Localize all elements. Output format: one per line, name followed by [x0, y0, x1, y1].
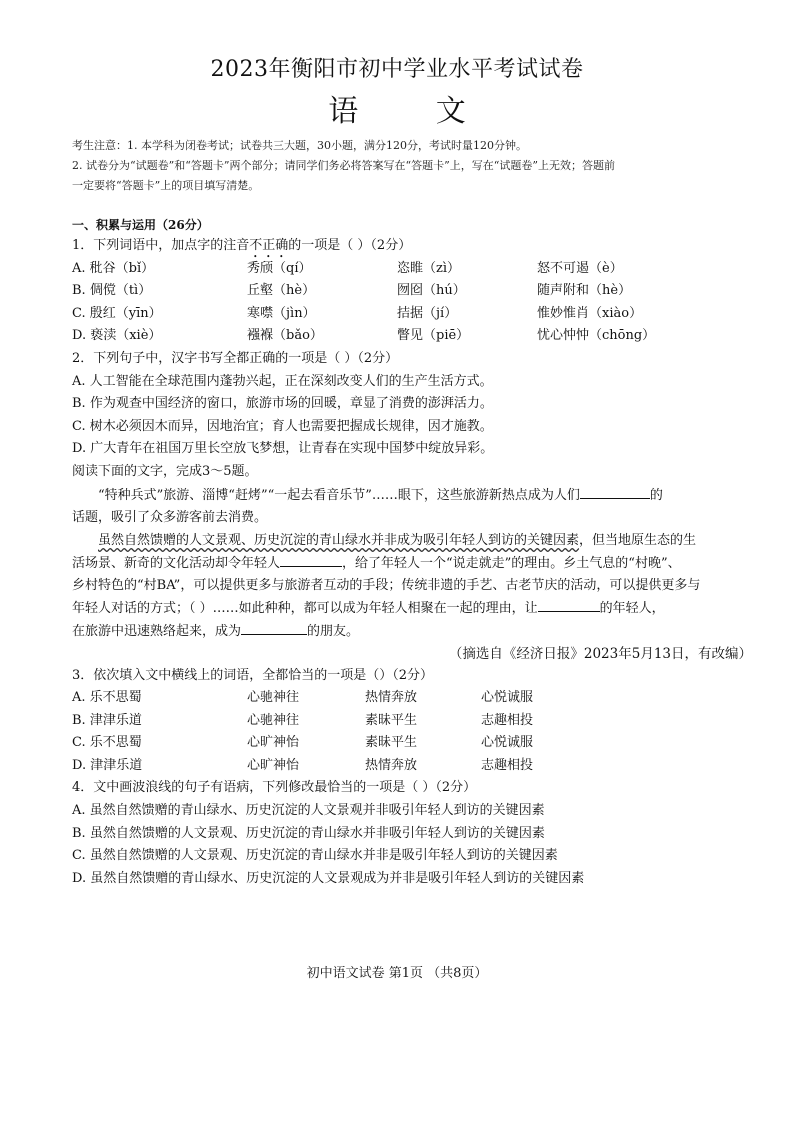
- question-3-option-d: D. 津津乐道 心旷神怡 热情奔放 志趣相投: [72, 757, 534, 773]
- passage-paragraph-2-line: 活场景、新奇的文化活动却令年轻人 ，给了年轻人一个“说走就走”的理由。乡土气息的“村晚”、: [72, 552, 762, 575]
- question-4-stem: 4．文中画波浪线的句子有语病，下列修改最恰当的一项是（ ）（2分）: [72, 780, 477, 796]
- subject-title: 语 文: [328, 94, 500, 129]
- fill-blank: [241, 620, 307, 635]
- question-2-option-a: A. 人工智能在全球范围内蓬勃兴起，正在深刻改变人们的生产生活方式。: [72, 373, 493, 389]
- question-3-option-a: A. 乐不思蜀 心驰神往 热情奔放 心悦诚服: [72, 690, 534, 706]
- passage-paragraph-2: 虽然自然馈赠的人文景观、历史沉淀的青山绿水并非成为吸引年轻人到访的关键因素，但当地原生态的生: [98, 533, 697, 549]
- emphasis-dotted-text: 不正确: [249, 238, 289, 253]
- question-3-option-c: C. 乐不思蜀 心旷神怡 素昧平生 心悦诚服: [72, 735, 534, 751]
- notice-line: 一定要将“答题卡”上的项目填写清楚。: [72, 179, 260, 192]
- notice-line: 2. 试卷分为“试题卷”和“答题卡”两个部分；请同学们务必将答案写在“答题卡”上，写在“试题卷”上无效；答题前: [72, 159, 615, 172]
- section-heading: 一、积累与运用（26分）: [72, 218, 209, 232]
- passage-paragraph-2-line: 乡村特色的“村BA”，可以提供更多与旅游者互动的手段；传统非遗的手艺、古老节庆的活动，可以提供更多与: [72, 577, 701, 593]
- passage-paragraph-2-line: 年轻人对话的方式；（ ）……如此种种，都可以成为年轻人相聚在一起的理由，让 的年轻人，: [72, 597, 762, 620]
- question-4-option-b: B. 虽然自然馈赠的人文景观、历史沉淀的青山绿水并非吸引年轻人到访的关键因素: [72, 825, 545, 841]
- question-1-option-b: B. 倜傥（tì） 丘壑（hè） 囫囵（hú） 随声附和（hè）: [72, 283, 632, 299]
- question-4-option-a: A. 虽然自然馈赠的青山绿水、历史沉淀的人文景观并非吸引年轻人到访的关键因素: [72, 803, 545, 819]
- reading-intro: 阅读下面的文字，完成3～5题。: [72, 463, 258, 479]
- question-2-stem: 2．下列句子中，汉字书写全都正确的一项是（ ）（2分）: [72, 350, 399, 366]
- fill-blank: [580, 484, 650, 499]
- passage-paragraph-1: “特种兵式”旅游、淄博“赶烤”“一起去看音乐节”……眼下，这些旅游新热点成为人们 的: [72, 484, 762, 507]
- exam-content: [72, 215, 762, 890]
- page-footer: 初中语文试卷 第1页 （共8页）: [306, 966, 488, 981]
- passage-paragraph-2-line: 在旅游中迅速熟络起来，成为 的朋友。: [72, 620, 762, 643]
- question-2-option-d: D. 广大青年在祖国万里长空放飞梦想，让青春在实现中国梦中绽放异彩。: [72, 441, 494, 457]
- passage-source: （摘选自《经济日报》2023年5月13日，有改编）: [448, 645, 752, 662]
- question-1-option-c: C. 殷红（yīn） 寒噤（jìn） 拮据（jí） 惟妙惟肖（xiào）: [72, 305, 643, 321]
- wavy-underlined-sentence: 虽然自然馈赠的人文景观、历史沉淀的青山绿水并非成为吸引年轻人到访的关键因素: [98, 533, 580, 549]
- question-3-option-b: B. 津津乐道 心驰神往 素昧平生 志趣相投: [72, 712, 534, 728]
- question-2-option-c: C. 树木必须因木而异，因地治宜；育人也需要把握成长规律，因才施教。: [72, 418, 493, 434]
- notice-line: 考生注意：1. 本学科为闭卷考试；试卷共三大题，30小题，满分120分，考试时量120分钟。: [72, 139, 527, 152]
- passage-paragraph-1-cont: 话题，吸引了众多游客前去消费。: [72, 509, 268, 525]
- exam-notice: [72, 136, 762, 196]
- question-1-stem: 1．下列词语中，加点字的注音不正确的一项是（ ）（2分）: [72, 238, 412, 253]
- question-4-option-d: D. 虽然自然馈赠的青山绿水、历史沉淀的人文景观成为并非是吸引年轻人到访的关键因素: [72, 870, 585, 886]
- question-1-option-a: A. 秕谷（bǐ） 秀颀（qí） 恣睢（zì） 怒不可遏（è）: [72, 260, 623, 276]
- question-2-option-b: B. 作为观查中国经济的窗口，旅游市场的回暖，章显了消费的澎湃活力。: [72, 396, 493, 412]
- exam-title: 2023年衡阳市初中学业水平考试试卷: [210, 57, 584, 82]
- question-1-option-d: D. 亵渎（xiè） 襁褓（bǎo） 瞥见（piē） 忧心忡忡（chōng）: [72, 328, 656, 344]
- fill-blank: [538, 597, 600, 612]
- question-4-option-c: C. 虽然自然馈赠的人文景观、历史沉淀的青山绿水并非是吸引年轻人到访的关键因素: [72, 848, 558, 864]
- fill-blank: [280, 552, 342, 567]
- question-3-stem: 3．依次填入文中横线上的词语，全都恰当的一项是（）（2分）: [72, 667, 434, 683]
